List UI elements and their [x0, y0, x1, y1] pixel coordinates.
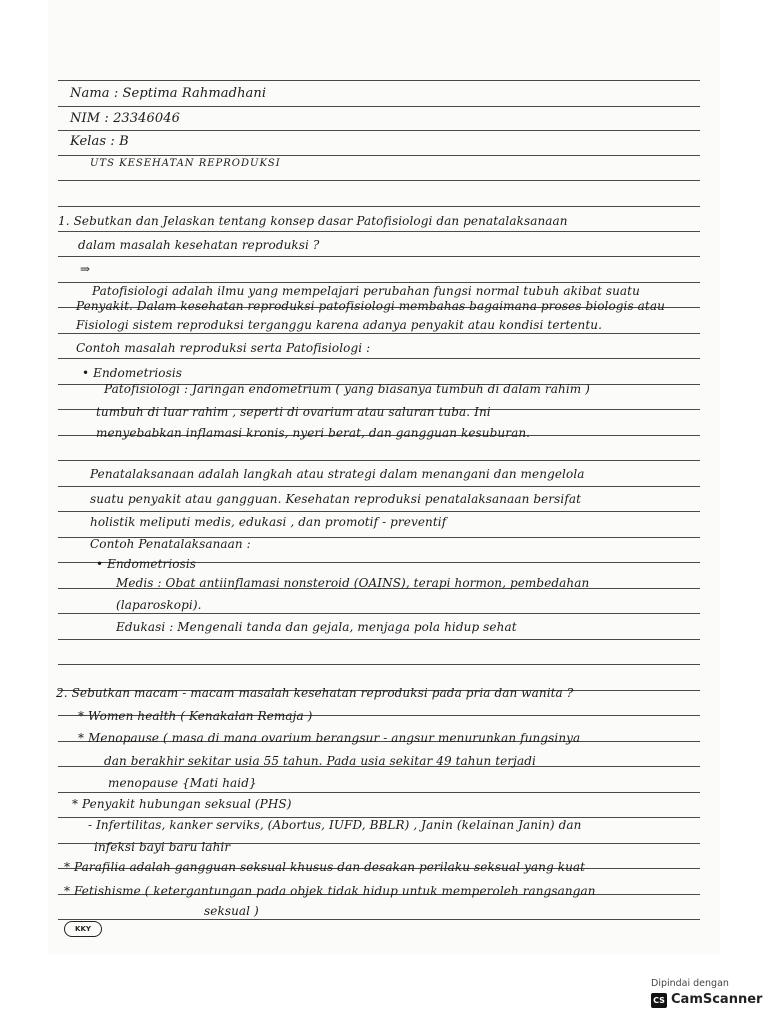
- answer-paragraph-line: tumbuh di luar rahim , seperti di ovarium atau saluran tuba. Ini: [96, 405, 491, 419]
- answer-paragraph-line: Patofisiologi : Jaringan endometrium ( yang biasanya tumbuh di dalam rahim ): [104, 382, 590, 396]
- list-item: * Women health ( Kenakalan Remaja ): [78, 709, 313, 723]
- bullet-endometriosis: • Endometriosis: [82, 366, 183, 380]
- answer-paragraph-line: Contoh masalah reproduksi serta Patofisiologi :: [76, 341, 371, 355]
- list-item: * Parafilia adalah gangguan seksual khusus dan desakan perilaku seksual yang kuat: [64, 860, 586, 874]
- ruled-line: [58, 358, 700, 359]
- answer-paragraph-line: Penyakit. Dalam kesehatan reproduksi patofisiologi membahas bagaimana proses biologis atau: [76, 299, 665, 313]
- exam-subject-line: UTS KESEHATAN REPRODUKSI: [90, 158, 281, 169]
- ruled-line: [58, 486, 700, 487]
- scanner-caption: Dipindai dengan: [651, 978, 729, 989]
- ruled-line: [58, 511, 700, 512]
- ruled-line: [58, 106, 700, 107]
- scanner-brand: CamScanner: [671, 992, 763, 1007]
- ruled-line: [58, 639, 700, 640]
- ruled-line: [58, 130, 700, 131]
- ruled-line: [58, 282, 700, 283]
- answer-paragraph-line: holistik meliputi medis, edukasi , dan promotif - preventif: [90, 515, 447, 529]
- list-item: menopause {Mati haid}: [108, 776, 257, 790]
- student-nim-line: NIM : 23346046: [70, 111, 181, 126]
- list-item: dan berakhir sekitar usia 55 tahun. Pada usia sekitar 49 tahun terjadi: [104, 754, 536, 768]
- ruled-line: [58, 256, 700, 257]
- ruled-line: [58, 664, 700, 665]
- ruled-line: [58, 231, 700, 232]
- answer-paragraph-line: Penatalaksanaan adalah langkah atau strategi dalam menangani dan mengelola: [90, 467, 585, 481]
- answer-paragraph-line: Contoh Penatalaksanaan :: [90, 537, 251, 551]
- answer-paragraph-line: menyebabkan inflamasi kronis, nyeri berat, dan gangguan kesuburan.: [96, 426, 531, 440]
- ruled-line: [58, 180, 700, 181]
- answer-paragraph-line: suatu penyakit atau gangguan. Kesehatan reproduksi penatalaksanaan bersifat: [90, 492, 582, 506]
- bullet-endometriosis: • Endometriosis: [96, 557, 197, 571]
- student-class-line: Kelas : B: [70, 134, 129, 149]
- ruled-line: [58, 613, 700, 614]
- camscanner-logo-icon: CS: [651, 993, 667, 1008]
- list-item: - Infertilitas, kanker serviks, (Abortus, IUFD, BBLR) , Janin (kelainan Janin) dan: [88, 818, 582, 832]
- answer-paragraph-line: Medis : Obat antiinflamasi nonsteroid (OAINS), terapi hormon, pembedahan: [116, 576, 590, 590]
- ruled-line: [58, 460, 700, 461]
- question-2-line: 2. Sebutkan macam - macam masalah kesehatan reproduksi pada pria dan wanita ?: [56, 686, 574, 700]
- student-name-line: Nama : Septima Rahmadhani: [70, 86, 267, 101]
- arrow-marker: ⇒: [80, 262, 91, 276]
- answer-paragraph-line: Patofisiologi adalah ilmu yang mempelajari perubahan fungsi normal tubuh akibat suatu: [92, 284, 640, 298]
- question-1-line-1: 1. Sebutkan dan Jelaskan tentang konsep dasar Patofisiologi dan penatalaksanaan: [58, 214, 568, 228]
- list-item: seksual ): [204, 904, 259, 918]
- ruled-line: [58, 919, 700, 920]
- answer-paragraph-line: Fisiologi sistem reproduksi terganggu karena adanya penyakit atau kondisi tertentu.: [76, 318, 602, 332]
- camscanner-watermark: [645, 975, 763, 1015]
- ruled-line: [58, 80, 700, 81]
- list-item: * Menopause ( masa di mana ovarium berangsur - angsur menurunkan fungsinya: [78, 731, 581, 745]
- list-item: * Penyakit hubungan seksual (PHS): [72, 797, 292, 811]
- answer-paragraph-line: Edukasi : Mengenali tanda dan gejala, menjaga pola hidup sehat: [116, 620, 517, 634]
- ruled-line: [58, 333, 700, 334]
- question-1-line-2: dalam masalah kesehatan reproduksi ?: [78, 238, 320, 252]
- ruled-line: [58, 155, 700, 156]
- answer-paragraph-line: (laparoskopi).: [116, 598, 202, 612]
- list-item: * Fetishisme ( ketergantungan pada objek tidak hidup untuk memperoleh rangsangan: [64, 884, 596, 898]
- notebook-brand-badge: KKY: [64, 921, 102, 937]
- ruled-line: [58, 792, 700, 793]
- ruled-line: [58, 206, 700, 207]
- list-item: infeksi bayi baru lahir: [94, 840, 231, 854]
